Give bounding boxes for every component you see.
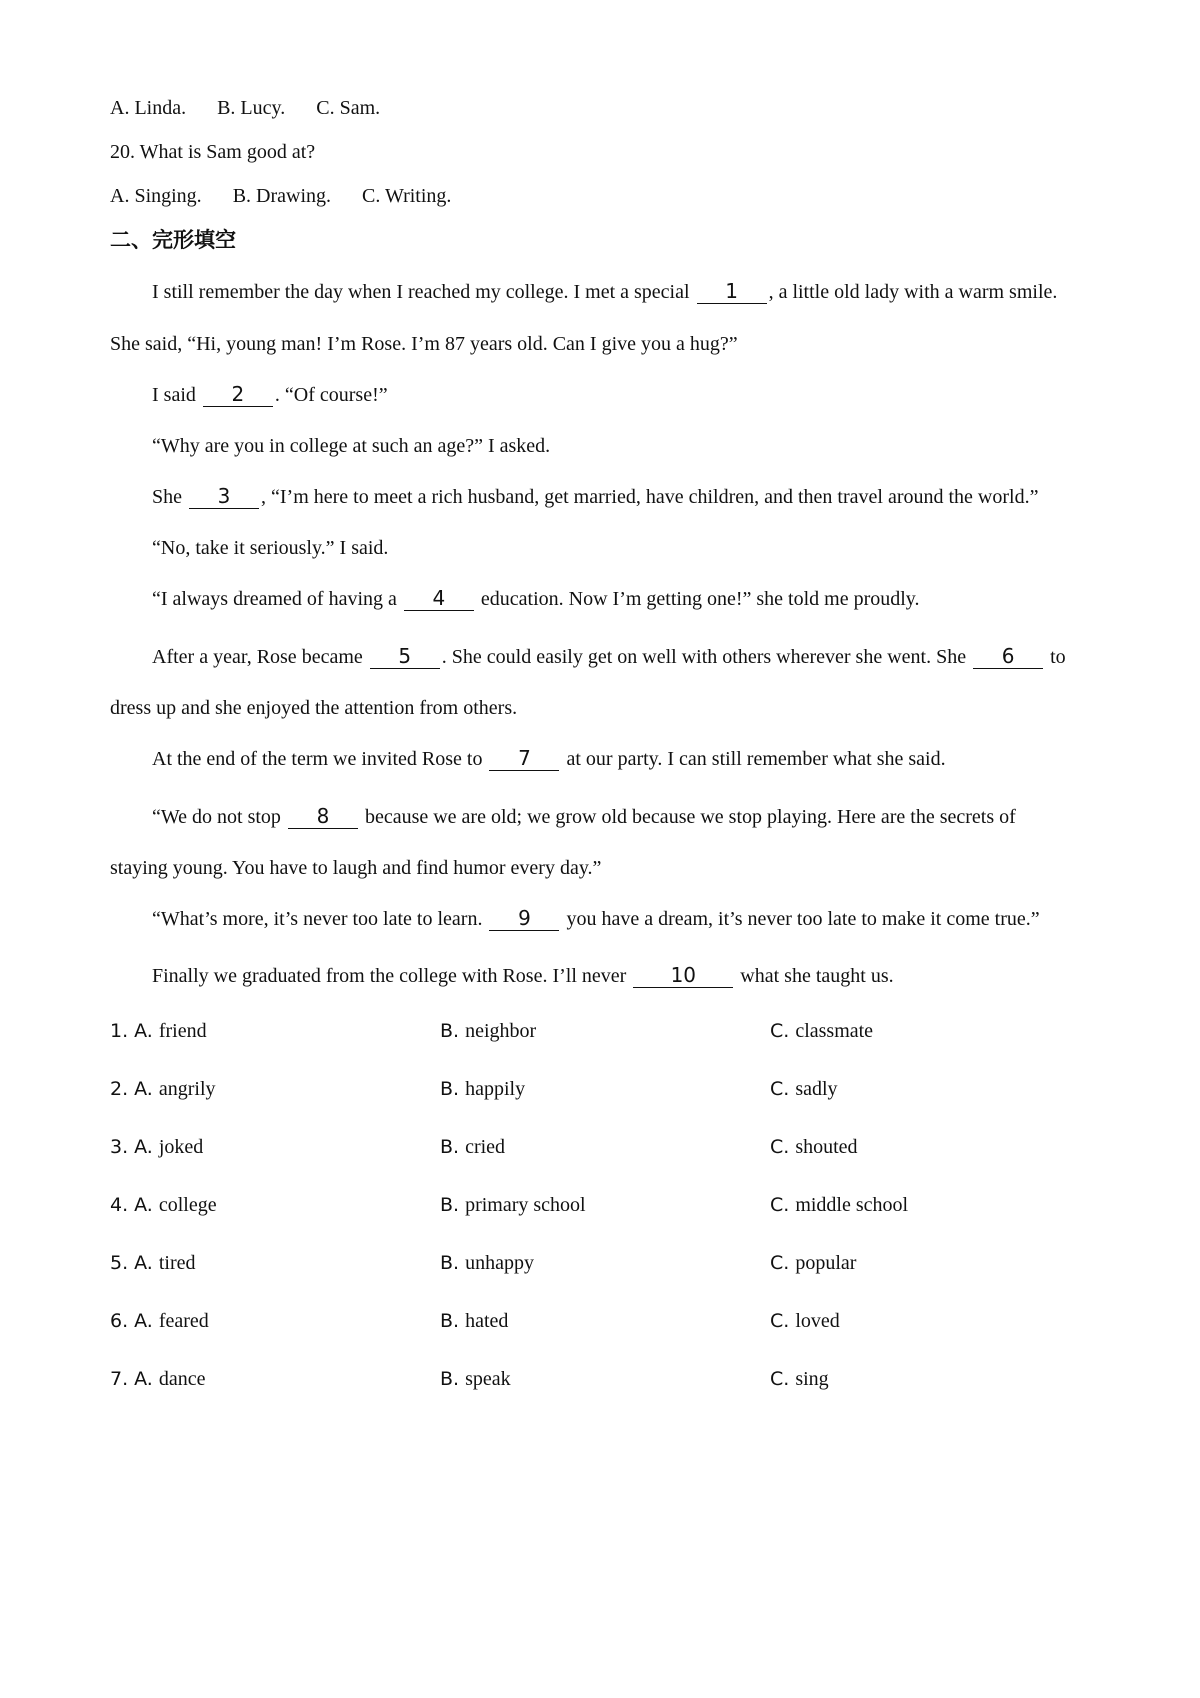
choice-row-3 — [110, 1132, 1110, 1162]
choice-text: shouted — [795, 1136, 858, 1158]
passage-line — [152, 483, 1038, 511]
option-b: B. Drawing. — [232, 185, 332, 207]
choice-letter: A. — [134, 1310, 153, 1332]
choice-c[interactable] — [770, 1306, 840, 1336]
choice-text: classmate — [795, 1020, 874, 1042]
choice-text: dance — [158, 1368, 206, 1390]
blank-5: 5 — [370, 644, 440, 669]
choice-b[interactable] — [440, 1074, 525, 1104]
blank-1: 1 — [697, 279, 767, 304]
choice-number: 7. — [110, 1368, 129, 1390]
choice-letter: B. — [440, 1194, 460, 1216]
choice-letter: C. — [770, 1078, 790, 1100]
choice-text: neighbor — [465, 1020, 537, 1042]
choice-text: joked — [158, 1136, 204, 1158]
passage-line: “Why are you in college at such an age?” I asked. — [152, 435, 551, 457]
passage-line — [152, 745, 946, 773]
choice-a[interactable] — [110, 1248, 196, 1278]
choice-b[interactable] — [440, 1016, 536, 1046]
choice-b[interactable] — [440, 1132, 505, 1162]
passage-line — [152, 803, 1016, 831]
choice-a[interactable] — [110, 1074, 216, 1104]
choice-b[interactable] — [440, 1306, 508, 1336]
choice-text: hated — [465, 1310, 509, 1332]
passage-line — [152, 585, 920, 613]
choice-row-2 — [110, 1074, 1110, 1104]
choice-c[interactable] — [770, 1132, 858, 1162]
passage-text: “We do not stop — [152, 806, 286, 828]
choice-text: popular — [795, 1252, 857, 1274]
passage-line: “No, take it seriously.” I said. — [152, 537, 389, 559]
choice-c[interactable] — [770, 1016, 873, 1046]
passage-text: “What’s more, it’s never too late to learn. — [152, 908, 488, 930]
passage-text: to — [1045, 646, 1066, 668]
blank-4: 4 — [404, 586, 474, 611]
passage-text: Finally we graduated from the college with Rose. I’ll never — [152, 965, 632, 987]
passage-text: at our party. I can still remember what she said. — [561, 748, 946, 770]
option-a: A. Singing. — [110, 185, 202, 207]
choice-letter: B. — [440, 1368, 460, 1390]
passage-text: I still remember the day when I reached my college. I met a special — [152, 281, 695, 303]
choice-letter: C. — [770, 1020, 790, 1042]
passage-line — [152, 643, 1066, 671]
choice-number: 6. — [110, 1310, 129, 1332]
choice-text: loved — [795, 1310, 840, 1332]
option-b: B. Lucy. — [217, 97, 286, 119]
passage-text: After a year, Rose became — [152, 646, 368, 668]
choice-b[interactable] — [440, 1190, 586, 1220]
choice-letter: B. — [440, 1252, 460, 1274]
choice-a[interactable] — [110, 1016, 207, 1046]
choice-b[interactable] — [440, 1364, 511, 1394]
option-c: C. Sam. — [316, 97, 381, 119]
option-c: C. Writing. — [362, 185, 452, 207]
passage-text: . “Of course!” — [274, 384, 388, 406]
choice-letter: B. — [440, 1310, 460, 1332]
choice-text: cried — [465, 1136, 506, 1158]
passage-text: you have a dream, it’s never too late to make it come true.” — [561, 908, 1040, 930]
choice-text: tired — [158, 1252, 196, 1274]
passage-text: “I always dreamed of having a — [152, 588, 402, 610]
passage-text: , a little old lady with a warm smile. — [768, 281, 1058, 303]
blank-2: 2 — [203, 382, 273, 407]
passage-line: She said, “Hi, young man! I’m Rose. I’m 87 years old. Can I give you a hug?” — [110, 333, 738, 355]
passage-text: because we are old; we grow old because we stop playing. Here are the secrets of — [359, 806, 1016, 828]
choice-letter: A. — [134, 1078, 153, 1100]
choice-c[interactable] — [770, 1248, 856, 1278]
blank-6: 6 — [973, 644, 1043, 669]
choice-c[interactable] — [770, 1364, 829, 1394]
passage-line: staying young. You have to laugh and find humor every day.” — [110, 857, 602, 879]
choice-letter: A. — [134, 1136, 153, 1158]
choice-letter: A. — [134, 1020, 153, 1042]
passage-line: dress up and she enjoyed the attention from others. — [110, 697, 518, 719]
passage-line — [152, 905, 1040, 933]
choice-text: college — [158, 1194, 217, 1216]
choice-row-5 — [110, 1248, 1110, 1278]
choice-a[interactable] — [110, 1190, 217, 1220]
choice-c[interactable] — [770, 1074, 838, 1104]
choice-letter: C. — [770, 1136, 790, 1158]
choice-a[interactable] — [110, 1132, 203, 1162]
choice-letter: B. — [440, 1136, 460, 1158]
choice-row-7 — [110, 1364, 1110, 1394]
choice-text: middle school — [795, 1194, 909, 1216]
choice-letter: C. — [770, 1368, 790, 1390]
choice-row-6 — [110, 1306, 1110, 1336]
choice-letter: A. — [134, 1368, 153, 1390]
choice-letter: A. — [134, 1194, 153, 1216]
passage-line — [152, 381, 388, 409]
choice-text: sing — [795, 1368, 829, 1390]
choice-text: happily — [465, 1078, 526, 1100]
blank-10: 10 — [633, 963, 733, 988]
choice-letter: A. — [134, 1252, 153, 1274]
choice-letter: C. — [770, 1252, 790, 1274]
choice-number: 4. — [110, 1194, 129, 1216]
choice-c[interactable] — [770, 1190, 908, 1220]
blank-7: 7 — [489, 746, 559, 771]
choice-b[interactable] — [440, 1248, 534, 1278]
blank-9: 9 — [489, 906, 559, 931]
passage-text: , “I’m here to meet a rich husband, get married, have children, and then travel around the world.” — [261, 486, 1039, 508]
blank-3: 3 — [189, 484, 259, 509]
section-title: 二、完形填空 — [110, 228, 236, 252]
choice-number: 5. — [110, 1252, 129, 1274]
passage-text: . She could easily get on well with others wherever she went. She — [441, 646, 972, 668]
choice-number: 2. — [110, 1078, 129, 1100]
passage-line — [152, 962, 894, 990]
choice-a[interactable] — [110, 1364, 205, 1394]
choice-text: friend — [158, 1020, 207, 1042]
choice-letter: C. — [770, 1310, 790, 1332]
choice-row-1 — [110, 1016, 1110, 1046]
choice-text: primary school — [465, 1194, 586, 1216]
choice-number: 1. — [110, 1020, 129, 1042]
passage-text: what she taught us. — [735, 965, 894, 987]
choice-a[interactable] — [110, 1306, 209, 1336]
passage-text: At the end of the term we invited Rose to — [152, 748, 488, 770]
blank-8: 8 — [288, 804, 358, 829]
choice-text: feared — [158, 1310, 209, 1332]
passage-line — [152, 278, 1057, 306]
q20-question: 20. What is Sam good at? — [110, 141, 316, 163]
passage-text: I said — [152, 384, 201, 406]
choice-text: sadly — [795, 1078, 838, 1100]
choice-row-4 — [110, 1190, 1110, 1220]
passage-text: She — [152, 486, 187, 508]
choice-text: angrily — [158, 1078, 216, 1100]
choice-text: unhappy — [465, 1252, 534, 1274]
q20-options — [110, 182, 451, 210]
passage-text: education. Now I’m getting one!” she told me proudly. — [475, 588, 920, 610]
choice-number: 3. — [110, 1136, 129, 1158]
choice-letter: B. — [440, 1020, 460, 1042]
q19-options — [110, 94, 380, 122]
option-a: A. Linda. — [110, 97, 187, 119]
choice-text: speak — [465, 1368, 511, 1390]
choice-letter: B. — [440, 1078, 460, 1100]
choice-letter: C. — [770, 1194, 790, 1216]
